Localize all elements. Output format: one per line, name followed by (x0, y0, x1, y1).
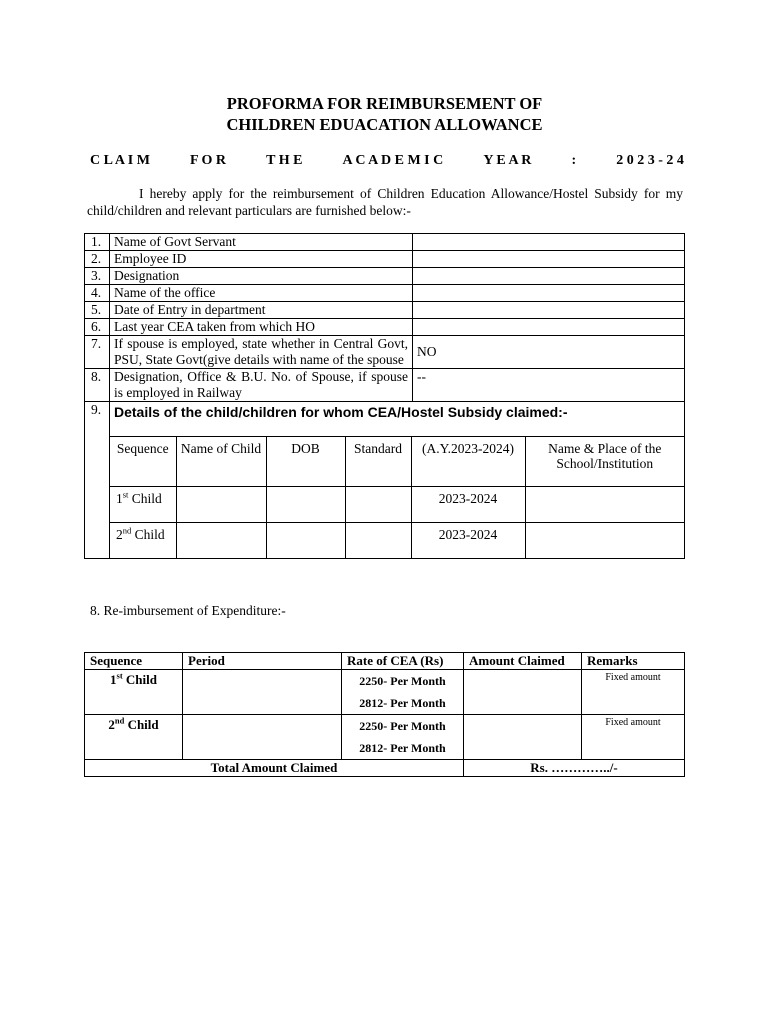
expenditure-sequence: 1st Child (85, 670, 183, 715)
child-academic-year: 2023-2024 (411, 523, 525, 559)
period-field[interactable] (183, 715, 342, 760)
child-sequence: 2nd Child (110, 523, 176, 559)
row-label: Designation, Office & B.U. No. of Spouse, if spouse is employed in Railway (110, 369, 413, 402)
row-label: Last year CEA taken from which HO (110, 319, 413, 336)
table-row (85, 285, 685, 302)
table-row (85, 760, 685, 777)
row-label: Name of the office (110, 285, 413, 302)
row-value-field[interactable] (413, 234, 685, 251)
claim-word: Y E A R (483, 153, 532, 168)
children-details-heading: Details of the child/children for whom CEA/Hostel Subsidy claimed:- (110, 402, 685, 437)
row-value-field[interactable] (413, 268, 685, 285)
claim-word: A C A D E M I C (342, 153, 444, 168)
claim-word: F O R (189, 153, 227, 168)
row-number: 5. (85, 302, 110, 319)
table-row (85, 715, 685, 760)
row-value-field[interactable]: -- (413, 369, 685, 402)
column-header: (A.Y.2023-2024) (411, 437, 525, 487)
row-number: 6. (85, 319, 110, 336)
row-number: 4. (85, 285, 110, 302)
child-dob-field[interactable] (266, 523, 345, 559)
document-title-line-1: PROFORMA FOR REIMBURSEMENT OF (226, 94, 543, 113)
amount-claimed-field[interactable] (464, 670, 582, 715)
claim-word: C L A I M (90, 153, 150, 168)
claim-word: T H E (266, 153, 303, 168)
expenditure-table (84, 652, 685, 777)
row-number: 3. (85, 268, 110, 285)
row-label: Designation (110, 268, 413, 285)
table-row (85, 670, 685, 715)
column-header: Sequence (110, 437, 176, 487)
rate-of-cea (342, 670, 464, 715)
table-row (110, 523, 684, 559)
total-amount-value[interactable]: Rs. …………../- (464, 760, 685, 777)
column-header: Period (183, 653, 342, 670)
rate-value: 2250- Per Month (359, 719, 446, 733)
column-header: Name & Place of the School/Institution (548, 441, 662, 471)
child-standard-field[interactable] (345, 487, 411, 523)
claim-word: : (571, 153, 577, 168)
table-row (85, 268, 685, 285)
child-sequence: 1st Child (110, 487, 176, 523)
expenditure-sequence: 2nd Child (85, 715, 183, 760)
column-header: Standard (345, 437, 411, 487)
period-field[interactable] (183, 670, 342, 715)
row-number: 8. (85, 369, 110, 402)
row-value-field[interactable] (413, 251, 685, 268)
children-details-table (110, 437, 684, 558)
remarks: Fixed amount (582, 670, 685, 715)
child-name-field[interactable] (176, 523, 266, 559)
table-row (110, 487, 684, 523)
row-number: 7. (85, 336, 110, 369)
row-value-field[interactable] (413, 285, 685, 302)
table-row (85, 369, 685, 402)
child-dob-field[interactable] (266, 487, 345, 523)
child-standard-field[interactable] (345, 523, 411, 559)
table-row (85, 319, 685, 336)
table-header-row (85, 653, 685, 670)
column-header: Amount Claimed (464, 653, 582, 670)
total-amount-label: Total Amount Claimed (85, 760, 464, 777)
table-row (85, 336, 685, 369)
row-number: 1. (85, 234, 110, 251)
row-value-field[interactable]: NO (413, 336, 685, 369)
row-label: Name of Govt Servant (110, 234, 413, 251)
row-number: 2. (85, 251, 110, 268)
table-row (85, 302, 685, 319)
table-row (85, 402, 685, 437)
column-header: Sequence (85, 653, 183, 670)
column-header: DOB (266, 437, 345, 487)
row-number: 9. (85, 402, 110, 559)
row-value-field[interactable] (413, 319, 685, 336)
table-row (85, 437, 685, 559)
remarks: Fixed amount (582, 715, 685, 760)
column-header: Name of Child (176, 437, 266, 487)
row-label: Date of Entry in department (110, 302, 413, 319)
column-header: Rate of CEA (Rs) (342, 653, 464, 670)
row-label: If spouse is employed, state whether in Central Govt, PSU, State Govt(give details with name of the spouse (110, 336, 413, 369)
rate-value: 2812- Per Month (359, 696, 446, 710)
reimbursement-heading: 8. Re-imbursement of Expenditure:- (90, 603, 286, 618)
document-title-line-2: CHILDREN EDUACATION ALLOWANCE (226, 115, 543, 134)
rate-of-cea (342, 715, 464, 760)
table-row (85, 251, 685, 268)
intro-paragraph: I hereby apply for the reimbursement of Children Education Allowance/Hostel Subsidy for my child/children and relevant particulars are furnished below:- (87, 186, 683, 218)
rate-value: 2250- Per Month (359, 674, 446, 688)
table-row (85, 234, 685, 251)
child-school-field[interactable] (525, 523, 684, 559)
row-label: Employee ID (110, 251, 413, 268)
amount-claimed-field[interactable] (464, 715, 582, 760)
column-header: Remarks (582, 653, 685, 670)
child-school-field[interactable] (525, 487, 684, 523)
children-details-cell (110, 437, 685, 559)
rate-value: 2812- Per Month (359, 741, 446, 755)
row-value-field[interactable] (413, 302, 685, 319)
child-name-field[interactable] (176, 487, 266, 523)
claim-word: 2 0 2 3 - 2 4 (616, 153, 684, 168)
table-header-row (110, 437, 684, 487)
particulars-table (84, 233, 685, 559)
claim-academic-year-line (90, 153, 684, 169)
child-academic-year: 2023-2024 (411, 487, 525, 523)
